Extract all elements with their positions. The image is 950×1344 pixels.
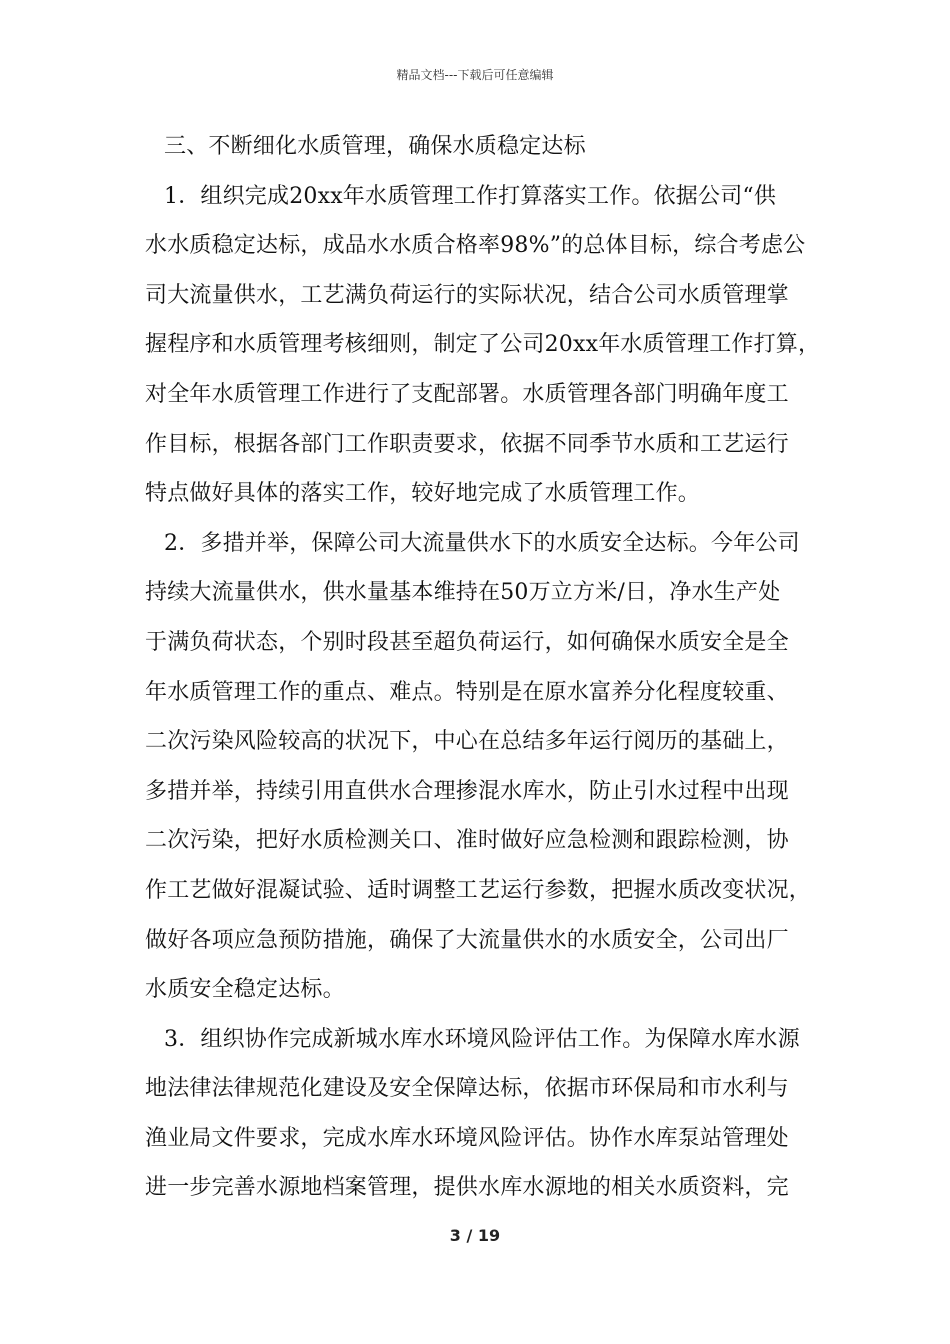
paragraph-line: 多措并举，持续引用直供水合理掺混水库水，防止引水过程中出现 bbox=[145, 778, 789, 804]
paragraph-line: 水水质稳定达标，成品水水质合格率98%”的总体目标，综合考虑公 bbox=[145, 233, 806, 259]
section-heading: 三、不断细化水质管理，确保水质稳定达标 bbox=[164, 134, 586, 159]
paragraph-line: 3．组织协作完成新城水库水环境风险评估工作。为保障水库水源 bbox=[164, 1026, 800, 1052]
page-header: 精品文档---下载后可任意编辑 bbox=[396, 68, 554, 82]
paragraph-line: 二次污染，把好水质检测关口、准时做好应急检测和跟踪检测，协 bbox=[145, 828, 789, 854]
paragraph-line: 特点做好具体的落实工作，较好地完成了水质管理工作。 bbox=[145, 481, 701, 507]
paragraph-line: 地法律法律规范化建设及安全保障达标，依据市环保局和市水利与 bbox=[145, 1076, 789, 1102]
paragraph-line: 做好各项应急预防措施，确保了大流量供水的水质安全，公司出厂 bbox=[145, 927, 789, 953]
paragraph-line: 作工艺做好混凝试验、适时调整工艺运行参数，把握水质改变状况， bbox=[145, 877, 812, 903]
paragraph-line: 渔业局文件要求，完成水库水环境风险评估。协作水库泵站管理处 bbox=[145, 1125, 789, 1151]
paragraph-line: 1．组织完成20xx年水质管理工作打算落实工作。依据公司“供 bbox=[164, 183, 777, 209]
document-body bbox=[145, 122, 821, 1213]
paragraph-line: 作目标，根据各部门工作职责要求，依据不同季节水质和工艺运行 bbox=[145, 431, 789, 457]
paragraph-line: 对全年水质管理工作进行了支配部署。水质管理各部门明确年度工 bbox=[145, 381, 789, 407]
paragraph-line: 持续大流量供水，供水量基本维持在50万立方米/日，净水生产处 bbox=[145, 580, 781, 606]
paragraph-line: 于满负荷状态，个别时段甚至超负荷运行，如何确保水质安全是全 bbox=[145, 629, 789, 655]
paragraph-line: 握程序和水质管理考核细则，制定了公司20xx年水质管理工作打算， bbox=[145, 332, 821, 358]
paragraph-line: 2．多措并举，保障公司大流量供水下的水质安全达标。今年公司 bbox=[164, 530, 800, 556]
paragraph-line: 水质安全稳定达标。 bbox=[145, 977, 345, 1003]
paragraph-line: 二次污染风险较高的状况下，中心在总结多年运行阅历的基础上， bbox=[145, 729, 789, 755]
paragraph-line: 年水质管理工作的重点、难点。特别是在原水富养分化程度较重、 bbox=[145, 679, 789, 705]
page-number: 3 / 19 bbox=[449, 1226, 501, 1245]
paragraph-line: 司大流量供水，工艺满负荷运行的实际状况，结合公司水质管理掌 bbox=[145, 282, 789, 308]
paragraph-line: 进一步完善水源地档案管理，提供水库水源地的相关水质资料，完 bbox=[145, 1175, 789, 1201]
